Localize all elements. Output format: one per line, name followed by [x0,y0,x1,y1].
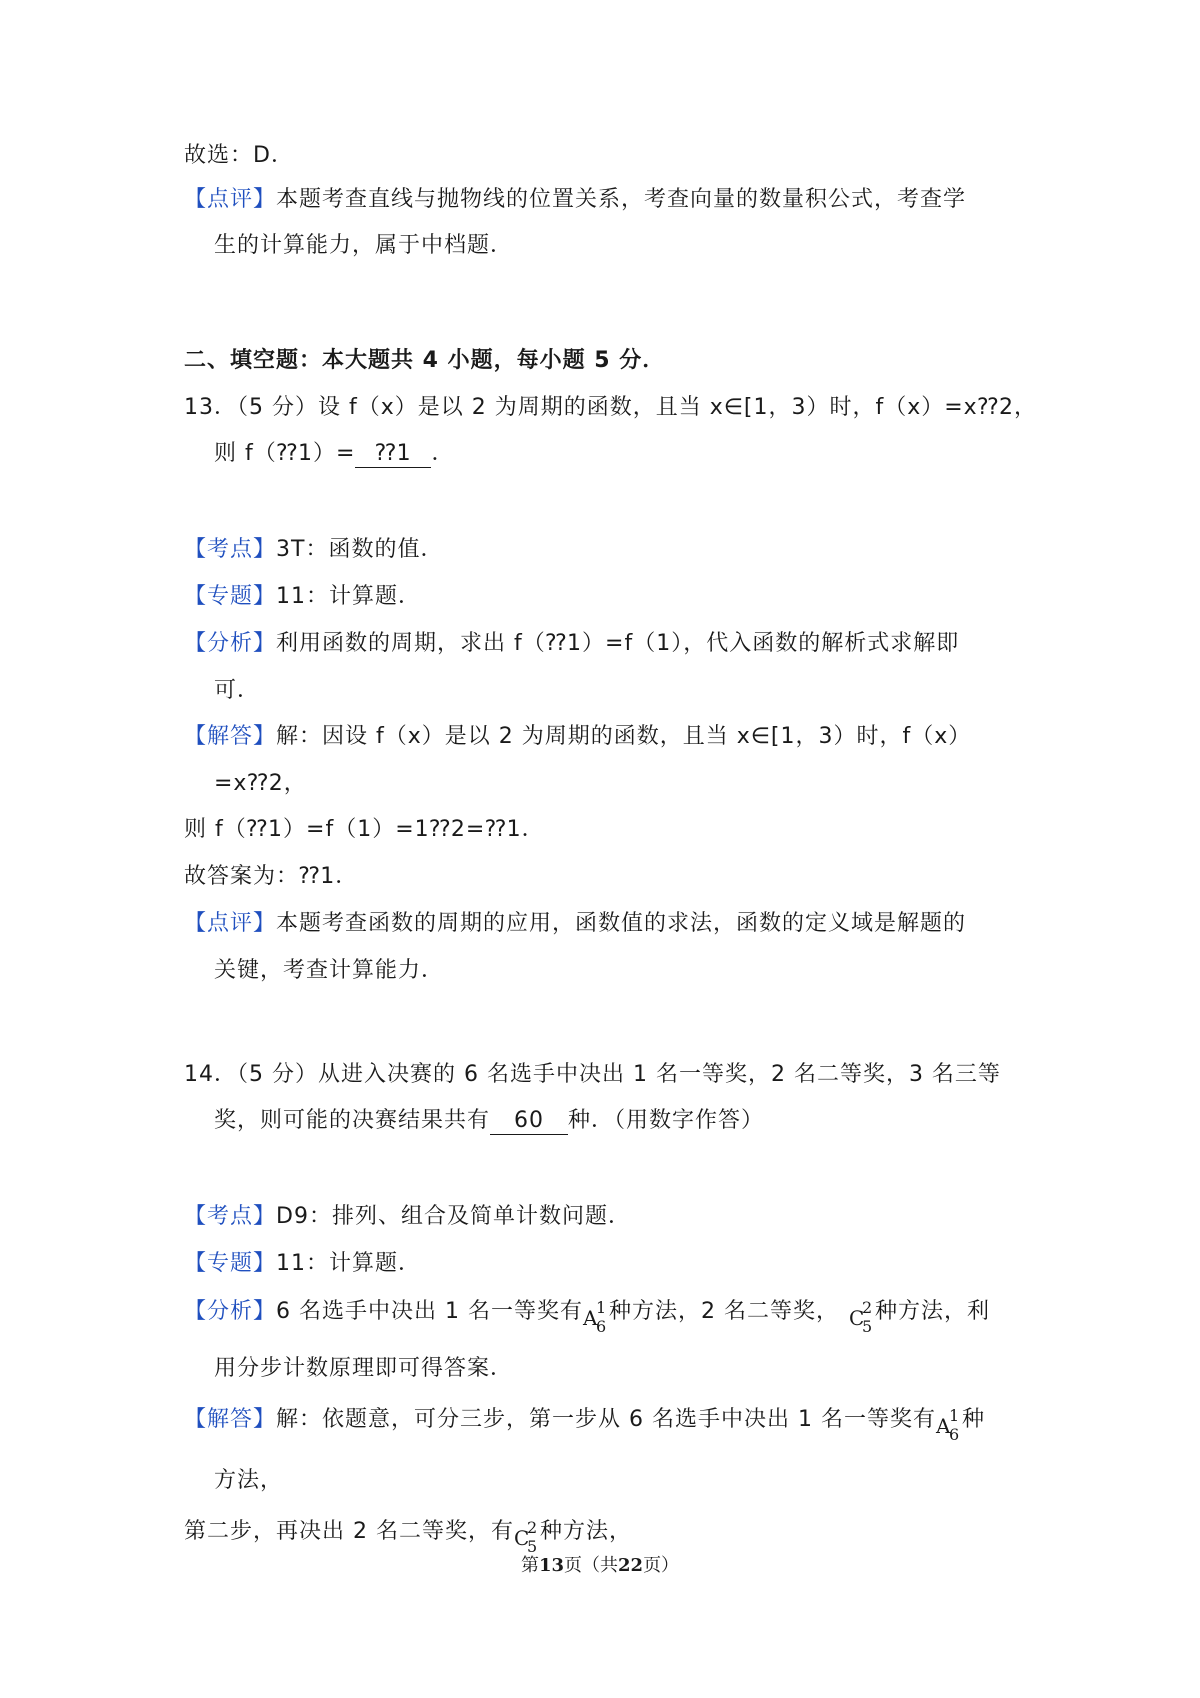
question-13-line-2 [214,439,454,469]
dianping-text: 本题考查函数的周期的应用，函数值的求法，函数的定义域是解题的 [276,911,967,936]
jieda-text: 种 [961,1407,985,1432]
math-base: C [513,1526,531,1550]
jieda-line [184,1405,985,1444]
question-text: ． [431,441,455,466]
section-title-text: 二、填空题：本大题共 4 小题，每小题 5 分． [184,348,666,373]
question-text: 13．（5 分）设 f（x）是以 2 为周期的函数，且当 x∈[1，3）时，f（x）=x⁇2， [184,395,1037,420]
dianping-text: 关键，考查计算能力． [214,958,445,983]
answer-blank: 60 [490,1108,568,1135]
zhuanti-text: 11：计算题． [276,584,422,609]
zhuanti-text: 11：计算题． [276,1251,422,1276]
tag-label: 【解答】 [184,724,277,749]
kaodian-line [184,535,443,565]
page-footer [0,1551,1200,1577]
fenxi-text: 可． [214,678,261,703]
footer-text: 页） [643,1555,680,1576]
jieda-continuation [214,769,307,799]
permutation-symbol [583,1297,609,1336]
math-base: C [849,1306,866,1330]
tag-label: 【考点】 [184,537,277,562]
answer-blank: ⁇1 [355,441,431,468]
comment-line [184,185,966,215]
solution-step [184,815,545,845]
tag-label: 【解答】 [184,1407,277,1432]
jieda-text: 方法， [214,1468,284,1493]
final-answer-line [184,862,358,892]
fenxi-continuation [214,1354,513,1384]
math-superscript: 1 [596,1298,608,1317]
math-superscript: 2 [526,1518,539,1537]
comment-text: 本题考查直线与抛物线的位置关系，考查向量的数量积公式，考查学 [276,187,967,212]
question-text: 14．（5 分）从进入决赛的 6 名选手中决出 1 名一等奖，2 名二等奖，3 名三等 [184,1062,1001,1087]
fenxi-text: 6 名选手中决出 1 名一等奖有 [276,1299,583,1324]
kaodian-text: D9：排列、组合及简单计数问题． [276,1204,631,1229]
jieda-text: 解：依题意，可分三步，第一步从 6 名选手中决出 1 名一等奖有 [276,1407,936,1432]
math-superscript: 1 [948,1406,961,1425]
tag-label: 【点评】 [184,187,277,212]
zhuanti-line [184,1249,421,1279]
combination-symbol [513,1517,540,1556]
text-line [184,141,294,171]
math-subscript: 5 [862,1317,874,1336]
math-superscript: 2 [862,1298,874,1317]
solution-text: 种方法， [539,1519,632,1544]
tag-label: 【分析】 [184,631,277,656]
question-text: 奖，则可能的决赛结果共有 [214,1108,491,1133]
math-subscript: 6 [596,1317,608,1336]
page-number: 13 [538,1555,564,1576]
math-subscript: 5 [526,1537,539,1556]
solution-text: 则 f（⁇1）=f（1）=1⁇2=⁇1． [184,817,545,842]
fenxi-line [184,629,959,659]
question-13-line-1 [184,393,1037,423]
zhuanti-line [184,582,421,612]
jieda-text: =x⁇2， [214,771,307,796]
jieda-line [184,722,971,752]
tag-label: 【点评】 [184,911,277,936]
question-text: 种．（用数字作答） [568,1108,765,1133]
tag-label: 【专题】 [184,1251,277,1276]
solution-step [184,1517,632,1556]
math-base: A [583,1306,599,1330]
fenxi-text: 种方法，利 [875,1299,991,1324]
permutation-symbol [935,1405,962,1444]
question-text: 则 f（⁇1）= [214,441,356,466]
fenxi-text: 种方法，2 名二等奖， [609,1299,839,1324]
kaodian-text: 3T：函数的值． [276,537,444,562]
jieda-text: 解：因设 f（x）是以 2 为周期的函数，且当 x∈[1，3）时，f（x） [276,724,972,749]
comment-continuation [214,231,513,261]
conclusion-text: 故选：D． [184,143,294,168]
comment-text: 生的计算能力，属于中档题． [214,233,514,258]
jieda-continuation [214,1466,283,1496]
section-title [184,346,665,376]
tag-label: 【考点】 [184,1204,277,1229]
page-total: 22 [618,1555,644,1576]
dianping-line [184,909,966,939]
math-base: A [935,1414,952,1438]
solution-text: 第二步，再决出 2 名二等奖，有 [184,1519,514,1544]
fenxi-line [184,1297,991,1336]
kaodian-line [184,1202,631,1232]
question-14-line-1 [184,1060,1001,1090]
fenxi-text: 利用函数的周期，求出 f（⁇1）=f（1），代入函数的解析式求解即 [276,631,960,656]
footer-text: 页（共 [564,1555,618,1576]
tag-label: 【专题】 [184,584,277,609]
math-subscript: 6 [948,1425,961,1444]
fenxi-text: 用分步计数原理即可得答案． [214,1356,514,1381]
question-14-line-2 [214,1106,764,1136]
combination-symbol [849,1297,875,1336]
footer-text: 第 [520,1555,539,1576]
fenxi-continuation [214,676,260,706]
dianping-continuation [214,956,444,986]
tag-label: 【分析】 [184,1299,277,1324]
final-answer-text: 故答案为：⁇1． [184,864,359,889]
